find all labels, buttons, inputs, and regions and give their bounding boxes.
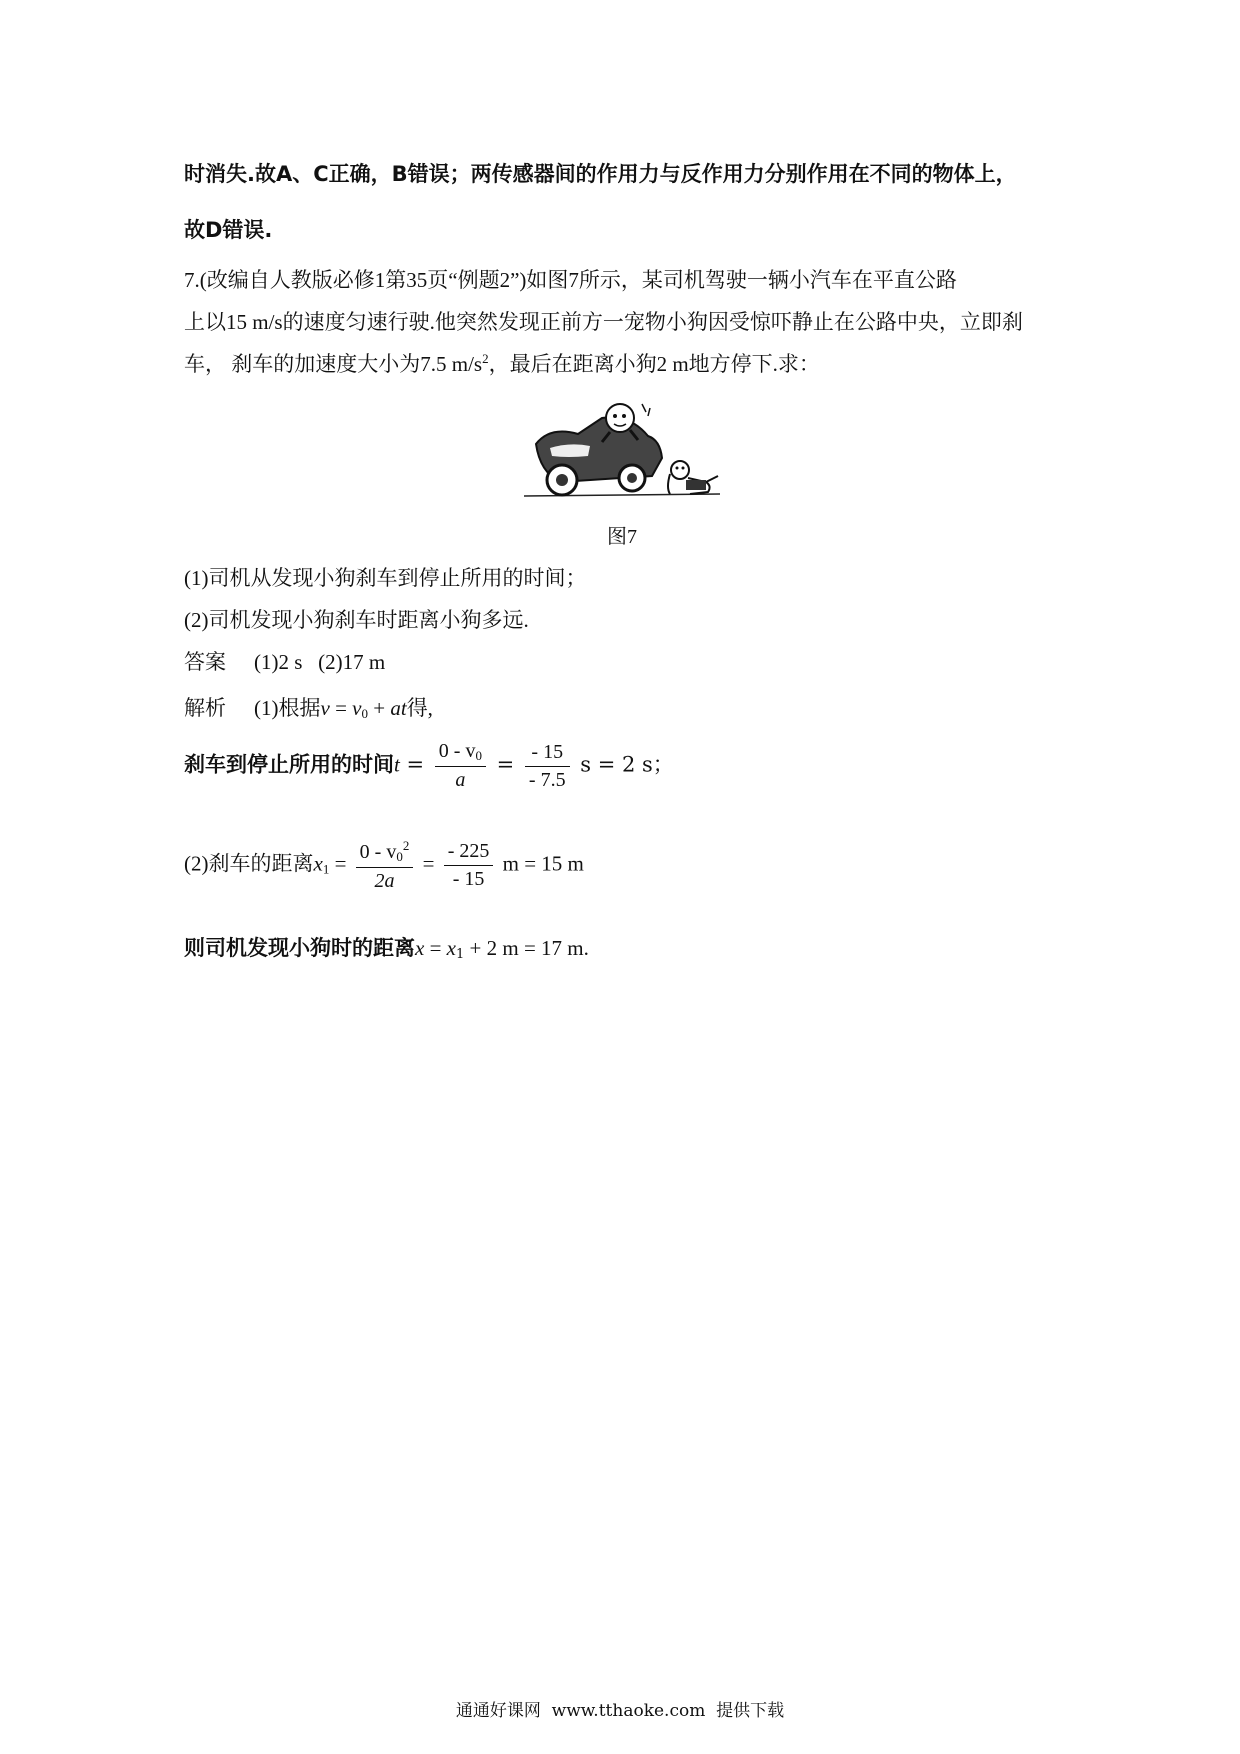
fraction-distance-numeric: [444, 840, 494, 891]
var-x: x: [415, 936, 425, 960]
eq4: =: [417, 851, 440, 876]
sub-question-2: (2)司机发现小狗刹车时距离小狗多远.: [184, 608, 529, 632]
eq2: =: [489, 752, 521, 777]
num3: 0 - v: [359, 841, 397, 863]
var-t: t: [394, 752, 400, 777]
num3-sup: 2: [402, 838, 410, 853]
l2-text: 刹车到停止所用的时间: [184, 752, 394, 777]
var-x1: x: [313, 851, 323, 876]
analysis-l1-a: (1)根据: [254, 696, 321, 720]
analysis-line3: [184, 838, 584, 893]
num2: - 15: [525, 741, 570, 767]
fraction-distance-symbolic: [356, 838, 414, 893]
den2: - 7.5: [528, 768, 566, 791]
fraction-time-numeric: [525, 741, 570, 792]
analysis-line1: [184, 692, 433, 722]
page-footer: 通通好课网 www.tthaoke.com 提供下载: [455, 1701, 785, 1721]
prev-answer-line2: 故D错误.: [184, 218, 273, 242]
sub-question-1: (1)司机从发现小狗刹车到停止所用的时间；: [184, 566, 587, 590]
num: 0 - v: [438, 740, 476, 762]
l3-text: (2)刹车的距离: [184, 851, 314, 876]
l3-tail: m = 15 m: [497, 851, 584, 876]
eq-sign: =: [329, 696, 353, 720]
plus-sign: +: [368, 696, 391, 720]
eq3: =: [329, 851, 352, 876]
var-v: v: [320, 696, 330, 720]
var-at: at: [390, 696, 407, 720]
answer-text: (1)2 s (2)17 m: [254, 650, 386, 674]
num-sub: 0: [475, 748, 482, 763]
fraction-time-symbolic: [435, 740, 486, 792]
answer-label: 答案: [184, 650, 226, 674]
l2-tail: s = 2 s；: [573, 752, 674, 777]
analysis-l1-b: 得,: [406, 696, 433, 720]
sub-0: 0: [361, 706, 368, 721]
num3-sub: 0: [396, 849, 403, 864]
answer-line: [184, 646, 385, 676]
question-7-line2: 上以15 m/s的速度匀速行驶.他突然发现正前方一宠物小狗因受惊吓静止在公路中央，立即刹: [184, 310, 1023, 334]
var-x1b: x: [446, 936, 456, 960]
l4-text: 则司机发现小狗时的距离: [184, 936, 415, 960]
q7-line3-a: 车， 刹车的加速度大小为7.5 m/s: [184, 352, 483, 376]
question-7-line1: 7.(改编自人教版必修1第35页“例题2”)如图7所示，某司机驾驶一辆小汽车在平直公路: [184, 268, 957, 292]
var-v0: v: [352, 696, 362, 720]
analysis-label: 解析: [184, 696, 226, 720]
eq5: =: [424, 936, 447, 960]
q7-line3-b: ，最后在距离小狗2 m地方停下.求：: [488, 352, 820, 376]
x1b-sub: 1: [456, 947, 465, 962]
l4-tail: + 2 m = 17 m.: [464, 936, 589, 960]
q7-unit-sup: 2: [482, 351, 489, 366]
num4: - 225: [444, 840, 494, 866]
x1-sub: 1: [322, 861, 330, 877]
den3: 2a: [374, 870, 395, 892]
prev-answer-line1: 时消失.故A、C正确，B错误；两传感器间的作用力与反作用力分别作用在不同的物体上，: [184, 162, 1017, 186]
analysis-line2: [184, 740, 674, 792]
den4: - 15: [452, 868, 485, 890]
car-and-dog-illustration: [520, 396, 730, 504]
question-7-line3: [184, 348, 820, 378]
den: a: [455, 769, 466, 791]
analysis-line4: [184, 932, 589, 962]
figure-caption: 图7: [607, 526, 637, 548]
eq1: =: [399, 752, 431, 777]
